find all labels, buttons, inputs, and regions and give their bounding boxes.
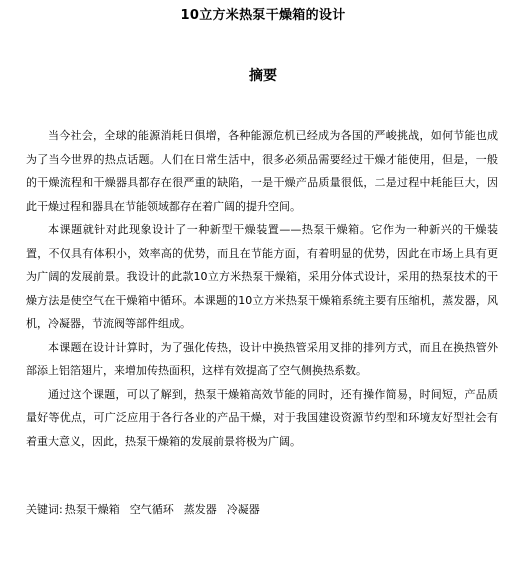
abstract-paragraph-2: 本课题就针对此现象设计了一种新型干燥装置——热泵干燥箱。它作为一种新兴的干燥装置，不仅具有体积小，效率高的优势，而且在节能方面，有着明显的优势，因此在市场上具有更为广阔的发展前景。我设计的此款10立方米热泵干燥箱，采用分体式设计，采用的热泵技术的干燥方法是使空气在干燥箱中循环。本课题的10立方米热泵干燥箱系统主要有压缩机，蒸发器，风机，冷凝器，节流阀等部件组成。 [26, 223, 498, 330]
abstract-paragraph-4: 通过这个课题，可以了解到，热泵干燥箱高效节能的同时，还有操作简易，时间短，产品质量好等优点，可广泛应用于各行各业的产品干燥，对于我国建设资源节约型和环境友好型社会有着重大意义，因此，热泵干燥箱的发展前景将极为广阔。 [26, 387, 498, 448]
abstract-paragraph-3: 本课题在设计计算时，为了强化传热，设计中换热管采用叉排的排列方式，而且在换热管外部添上铝箔翅片，来增加传热面积，这样有效提高了空气侧换热系数。 [26, 340, 498, 377]
abstract-body [26, 124, 498, 453]
abstract-paragraph-1: 当今社会，全球的能源消耗日俱增，各种能源危机已经成为各国的严峻挑战，如何节能也成为了当今世界的热点话题。人们在日常生活中，很多必须品需要经过干燥才能使用，但是，一般的干燥流程和干燥器具都存在很严重的缺陷，一是干燥产品质量很低，二是过程中耗能巨大，因此干燥过程和器具在节能领域都存在着广阔的提升空间。 [26, 129, 498, 213]
keyword: 蒸发器 [183, 503, 217, 516]
keyword: 空气循环 [129, 503, 174, 516]
document-title: 10立方米热泵干燥箱的设计 [180, 8, 346, 23]
keyword: 冷凝器 [226, 503, 260, 516]
keyword: 热泵干燥箱 [64, 503, 120, 516]
abstract-heading: 摘要 [249, 68, 277, 84]
keywords-line [26, 500, 260, 520]
keywords-label: 关键词: [26, 503, 63, 516]
